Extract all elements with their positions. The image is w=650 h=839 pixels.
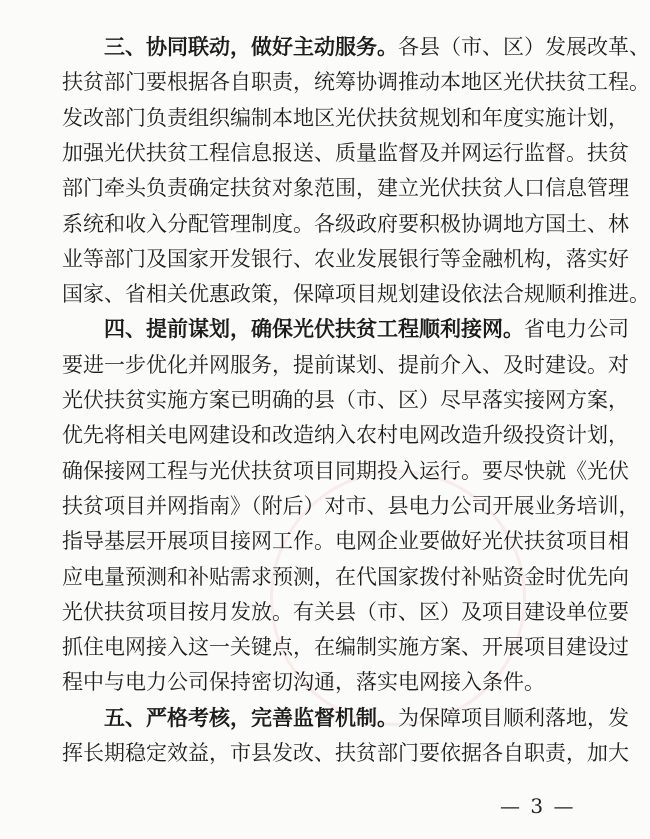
text-line: [104, 312, 629, 346]
text-line: [104, 701, 629, 735]
text-line: [62, 560, 629, 594]
line-text: 光伏扶贫实施方案已明确的县（市、区）尽早落实接网方案，: [62, 388, 629, 412]
text-line: [62, 489, 640, 523]
text-line: [62, 736, 629, 770]
line-text: 系统和收入分配管理制度。各级政府要积极协调地方国土、林: [62, 211, 629, 236]
line-text: 要进一步优化并网服务，提前谋划、提前介入、及时建设。对: [62, 352, 629, 377]
page-number: — 3 —: [500, 794, 576, 818]
line-text: 为保障项目顺利落地，发: [398, 705, 629, 730]
text-line: [62, 383, 629, 417]
text-line: [62, 348, 629, 382]
text-line: [62, 277, 650, 311]
text-line: [62, 595, 629, 629]
line-text: 程中与电力公司保持密切沟通，落实电网接入条件。: [62, 670, 545, 695]
text-line: [104, 30, 650, 64]
line-text: 加强光伏扶贫工程信息报送、质量监督及并网运行监督。扶贫: [62, 140, 629, 165]
line-text: 部门牵头负责确定扶贫对象范围，建立光伏扶贫人口信息管理: [62, 176, 629, 201]
line-text: 指导基层开展项目接网工作。电网企业要做好光伏扶贫项目相: [62, 529, 629, 554]
section-3-heading: 三、协同联动，做好主动服务。: [104, 35, 398, 59]
line-text: 业等部门及国家开发银行、农业发展银行等金融机构，落实好: [62, 246, 629, 271]
text-line: [62, 454, 629, 488]
line-text: 扶贫部门要根据各自职责，统筹协调推动本地区光伏扶贫工程。: [62, 70, 650, 95]
text-line: [62, 665, 578, 699]
line-text: 抓住电网接入这一关键点，在编制实施方案、开展项目建设过: [62, 635, 629, 660]
line-text: 光伏扶贫项目按月发放。有关县（市、区）及项目建设单位要: [62, 599, 629, 624]
text-line: [62, 524, 629, 558]
text-line: [62, 136, 629, 170]
line-text: 国家、省相关优惠政策，保障项目规划建设依法合规顺利推进。: [62, 282, 650, 307]
text-line: [62, 242, 629, 276]
text-line: [62, 630, 629, 664]
line-text: 各县（市、区）发展改革、: [398, 35, 650, 59]
text-line: [62, 418, 629, 452]
line-text: 应电量预测和补贴需求预测，在代国家拨付补贴资金时优先向: [62, 564, 629, 589]
line-text: 确保接网工程与光伏扶贫项目同期投入运行。要尽快就《光伏: [62, 458, 629, 483]
text-line: [62, 65, 650, 99]
line-text: 省电力公司: [524, 317, 629, 342]
section-4-heading: 四、提前谋划，确保光伏扶贫工程顺利接网。: [104, 317, 524, 342]
line-text: 优先将相关电网建设和改造纳入农村电网改造升级投资计划，: [62, 423, 629, 448]
line-text: 扶贫项目并网指南》（附后）对市、县电力公司开展业务培训，: [62, 493, 640, 518]
text-line: [62, 101, 629, 135]
text-line: [62, 207, 629, 241]
line-text: 发改部门负责组织编制本地区光伏扶贫规划和年度实施计划，: [62, 105, 629, 130]
text-line: [62, 171, 629, 205]
section-5-heading: 五、严格考核，完善监督机制。: [104, 705, 398, 730]
line-text: 挥长期稳定效益，市县发改、扶贫部门要依据各自职责，加大: [62, 741, 629, 765]
